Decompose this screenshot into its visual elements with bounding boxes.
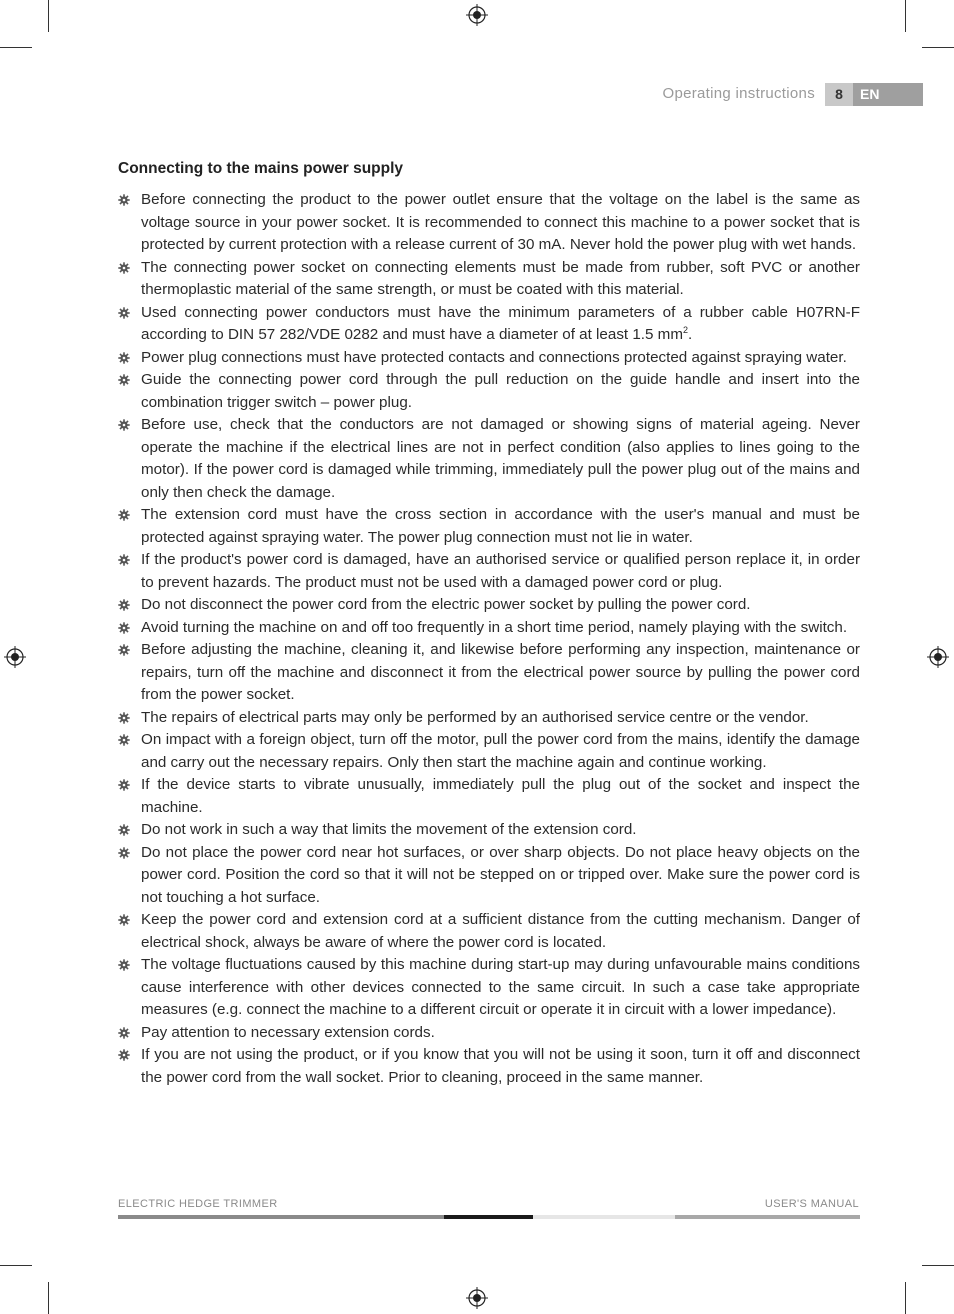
registration-mark-icon [466, 4, 488, 26]
bullet-gear-icon [118, 262, 130, 274]
bullet-gear-icon [118, 554, 130, 566]
list-item [118, 774, 860, 819]
list-item-text: The extension cord must have the cross section in accordance with the user's manual and must be protected against spraying water. The power plug connection must not lie in water. [141, 506, 860, 546]
list-item-text: Do not work in such a way that limits the movement of the extension cord. [141, 821, 637, 838]
bullet-gear-icon [118, 419, 130, 431]
list-item [118, 189, 860, 257]
list-item-text: The repairs of electrical parts may only be performed by an authorised service centre or the vendor. [141, 708, 809, 726]
bullet-gear-icon [118, 509, 130, 521]
list-item-text: Avoid turning the machine on and off too frequently in a short time period, namely playing with the switch. [141, 618, 848, 636]
crop-mark [922, 1265, 954, 1266]
footer-bar-segment [118, 1215, 444, 1219]
list-item [118, 1044, 860, 1089]
list-item [118, 954, 860, 1022]
list-item-text: Before connecting the product to the power outlet ensure that the voltage on the label is the same as voltage source in your power socket. It is recommended to connect this machine to a power socket that is protected by current protection with a release current of 30 mA. Never hold the power plug with wet hands. [141, 191, 860, 253]
bullet-gear-icon [118, 194, 130, 206]
list-item-text: The connecting power socket on connecting elements must be made from rubber, soft PVC or another thermoplastic material of the same strength, or must be coated with this material. [141, 258, 860, 298]
list-item [118, 639, 860, 707]
list-item-text: Before use, check that the conductors are not damaged or showing signs of material ageing. Never operate the machine if the electrical lines are not in perfect condition (also applies to lines going to the motor). If the power cord is damaged while trimming, immediately pull the power plug out of the mains and only then check the damage. [141, 416, 860, 501]
list-item [118, 369, 860, 414]
list-item-text: Before adjusting the machine, cleaning it, and likewise before performing any inspection, maintenance or repairs, turn off the machine and disconnect it from the electrical power source by pulling the power cord from the power socket. [141, 641, 860, 703]
registration-mark-icon [466, 1287, 488, 1309]
page-header [640, 83, 923, 106]
registration-mark-icon [4, 646, 26, 668]
bullet-gear-icon [118, 914, 130, 926]
bullet-gear-icon [118, 959, 130, 971]
crop-mark [0, 1265, 32, 1266]
list-item [118, 842, 860, 910]
crop-mark [922, 47, 954, 48]
list-item-text: Guide the connecting power cord through the pull reduction on the guide handle and insert into the combination trigger switch – power plug. [141, 371, 860, 411]
list-item [118, 302, 860, 347]
list-item-text: Keep the power cord and extension cord at a sufficient distance from the cutting mechanism. Danger of electrical shock, always be aware of where the power cord is located. [141, 911, 860, 951]
bullet-gear-icon [118, 307, 130, 319]
bullet-gear-icon [118, 734, 130, 746]
list-item-text: Pay attention to necessary extension cords. [141, 1023, 435, 1041]
list-item-text: On impact with a foreign object, turn off the motor, pull the power cord from the mains, identify the damage and carry out the necessary repairs. Only then start the machine again and continue working. [141, 731, 860, 771]
list-item-text: If you are not using the product, or if you know that you will not be using it soon, turn it off and disconnect the power cord from the wall socket. Prior to cleaning, proceed in the same manner. [141, 1046, 860, 1086]
bullet-gear-icon [118, 847, 130, 859]
crop-mark [0, 47, 32, 48]
list-item-text: If the product's power cord is damaged, have an authorised service or qualified person replace it, in order to prevent hazards. The product must not be used with a damaged power cord or plug. [141, 551, 860, 591]
bullet-gear-icon [118, 1049, 130, 1061]
list-item-text: If the device starts to vibrate unusually, immediately pull the plug out of the socket and inspect the machine. [141, 776, 860, 816]
crop-mark [905, 1282, 906, 1314]
list-item [118, 819, 860, 842]
superscript-suffix: . [688, 326, 693, 343]
language-badge: EN [853, 83, 923, 106]
registration-mark-icon [927, 646, 949, 668]
bullet-gear-icon [118, 779, 130, 791]
list-item [118, 707, 860, 730]
list-item-text: The voltage fluctuations caused by this machine during start-up may during unfavourable mains conditions cause interference with other devices connected to the same circuit. In such a case take appropriate measures (e.g. connect the machine to a different circuit or operate it in circuit with a lower impedance). [141, 956, 860, 1018]
bullet-gear-icon [118, 824, 130, 836]
list-item-text: Used connecting power conductors must have the minimum parameters of a rubber cable H07RN-F according to DIN 57 282/VDE 0282 and must have a diameter of at least 1.5 mm [141, 303, 860, 343]
page-number: 8 [825, 83, 853, 106]
list-item [118, 617, 860, 640]
list-item [118, 257, 860, 302]
list-item [118, 414, 860, 504]
crop-mark [48, 1282, 49, 1314]
footer-manual-label: USER'S MANUAL [764, 1198, 859, 1210]
bullet-gear-icon [118, 1027, 130, 1039]
list-item [118, 549, 860, 594]
list-item-text: Do not disconnect the power cord from the electric power socket by pulling the power cord. [141, 596, 751, 613]
footer-bar-segment [444, 1215, 533, 1219]
list-item [118, 594, 860, 617]
list-item [118, 504, 860, 549]
list-item [118, 909, 860, 954]
bullet-gear-icon [118, 352, 130, 364]
crop-mark [48, 0, 49, 32]
list-item [118, 1022, 860, 1045]
crop-mark [905, 0, 906, 32]
footer-bar-segment [533, 1215, 675, 1219]
bullet-gear-icon [118, 374, 130, 386]
header-title: Operating instructions [662, 85, 815, 102]
list-item [118, 347, 860, 370]
footer-bar-segment [675, 1215, 860, 1219]
bullet-gear-icon [118, 622, 130, 634]
list-item [118, 729, 860, 774]
section-title: Connecting to the mains power supply [118, 160, 404, 177]
list-item-text: Power plug connections must have protected contacts and connections protected against spraying water. [141, 348, 847, 366]
superscript: 2 [682, 324, 688, 335]
bullet-gear-icon [118, 599, 130, 611]
list-item-text: Do not place the power cord near hot surfaces, or over sharp objects. Do not place heavy objects on the power cord. Position the cord so that it will not be stepped on or tripped over. Make sure the power cord is not touching a hot surface. [141, 843, 860, 906]
bullet-gear-icon [118, 712, 130, 724]
instruction-list [118, 189, 860, 1089]
footer-product-name: ELECTRIC HEDGE TRIMMER [118, 1198, 278, 1210]
bullet-gear-icon [118, 644, 130, 656]
